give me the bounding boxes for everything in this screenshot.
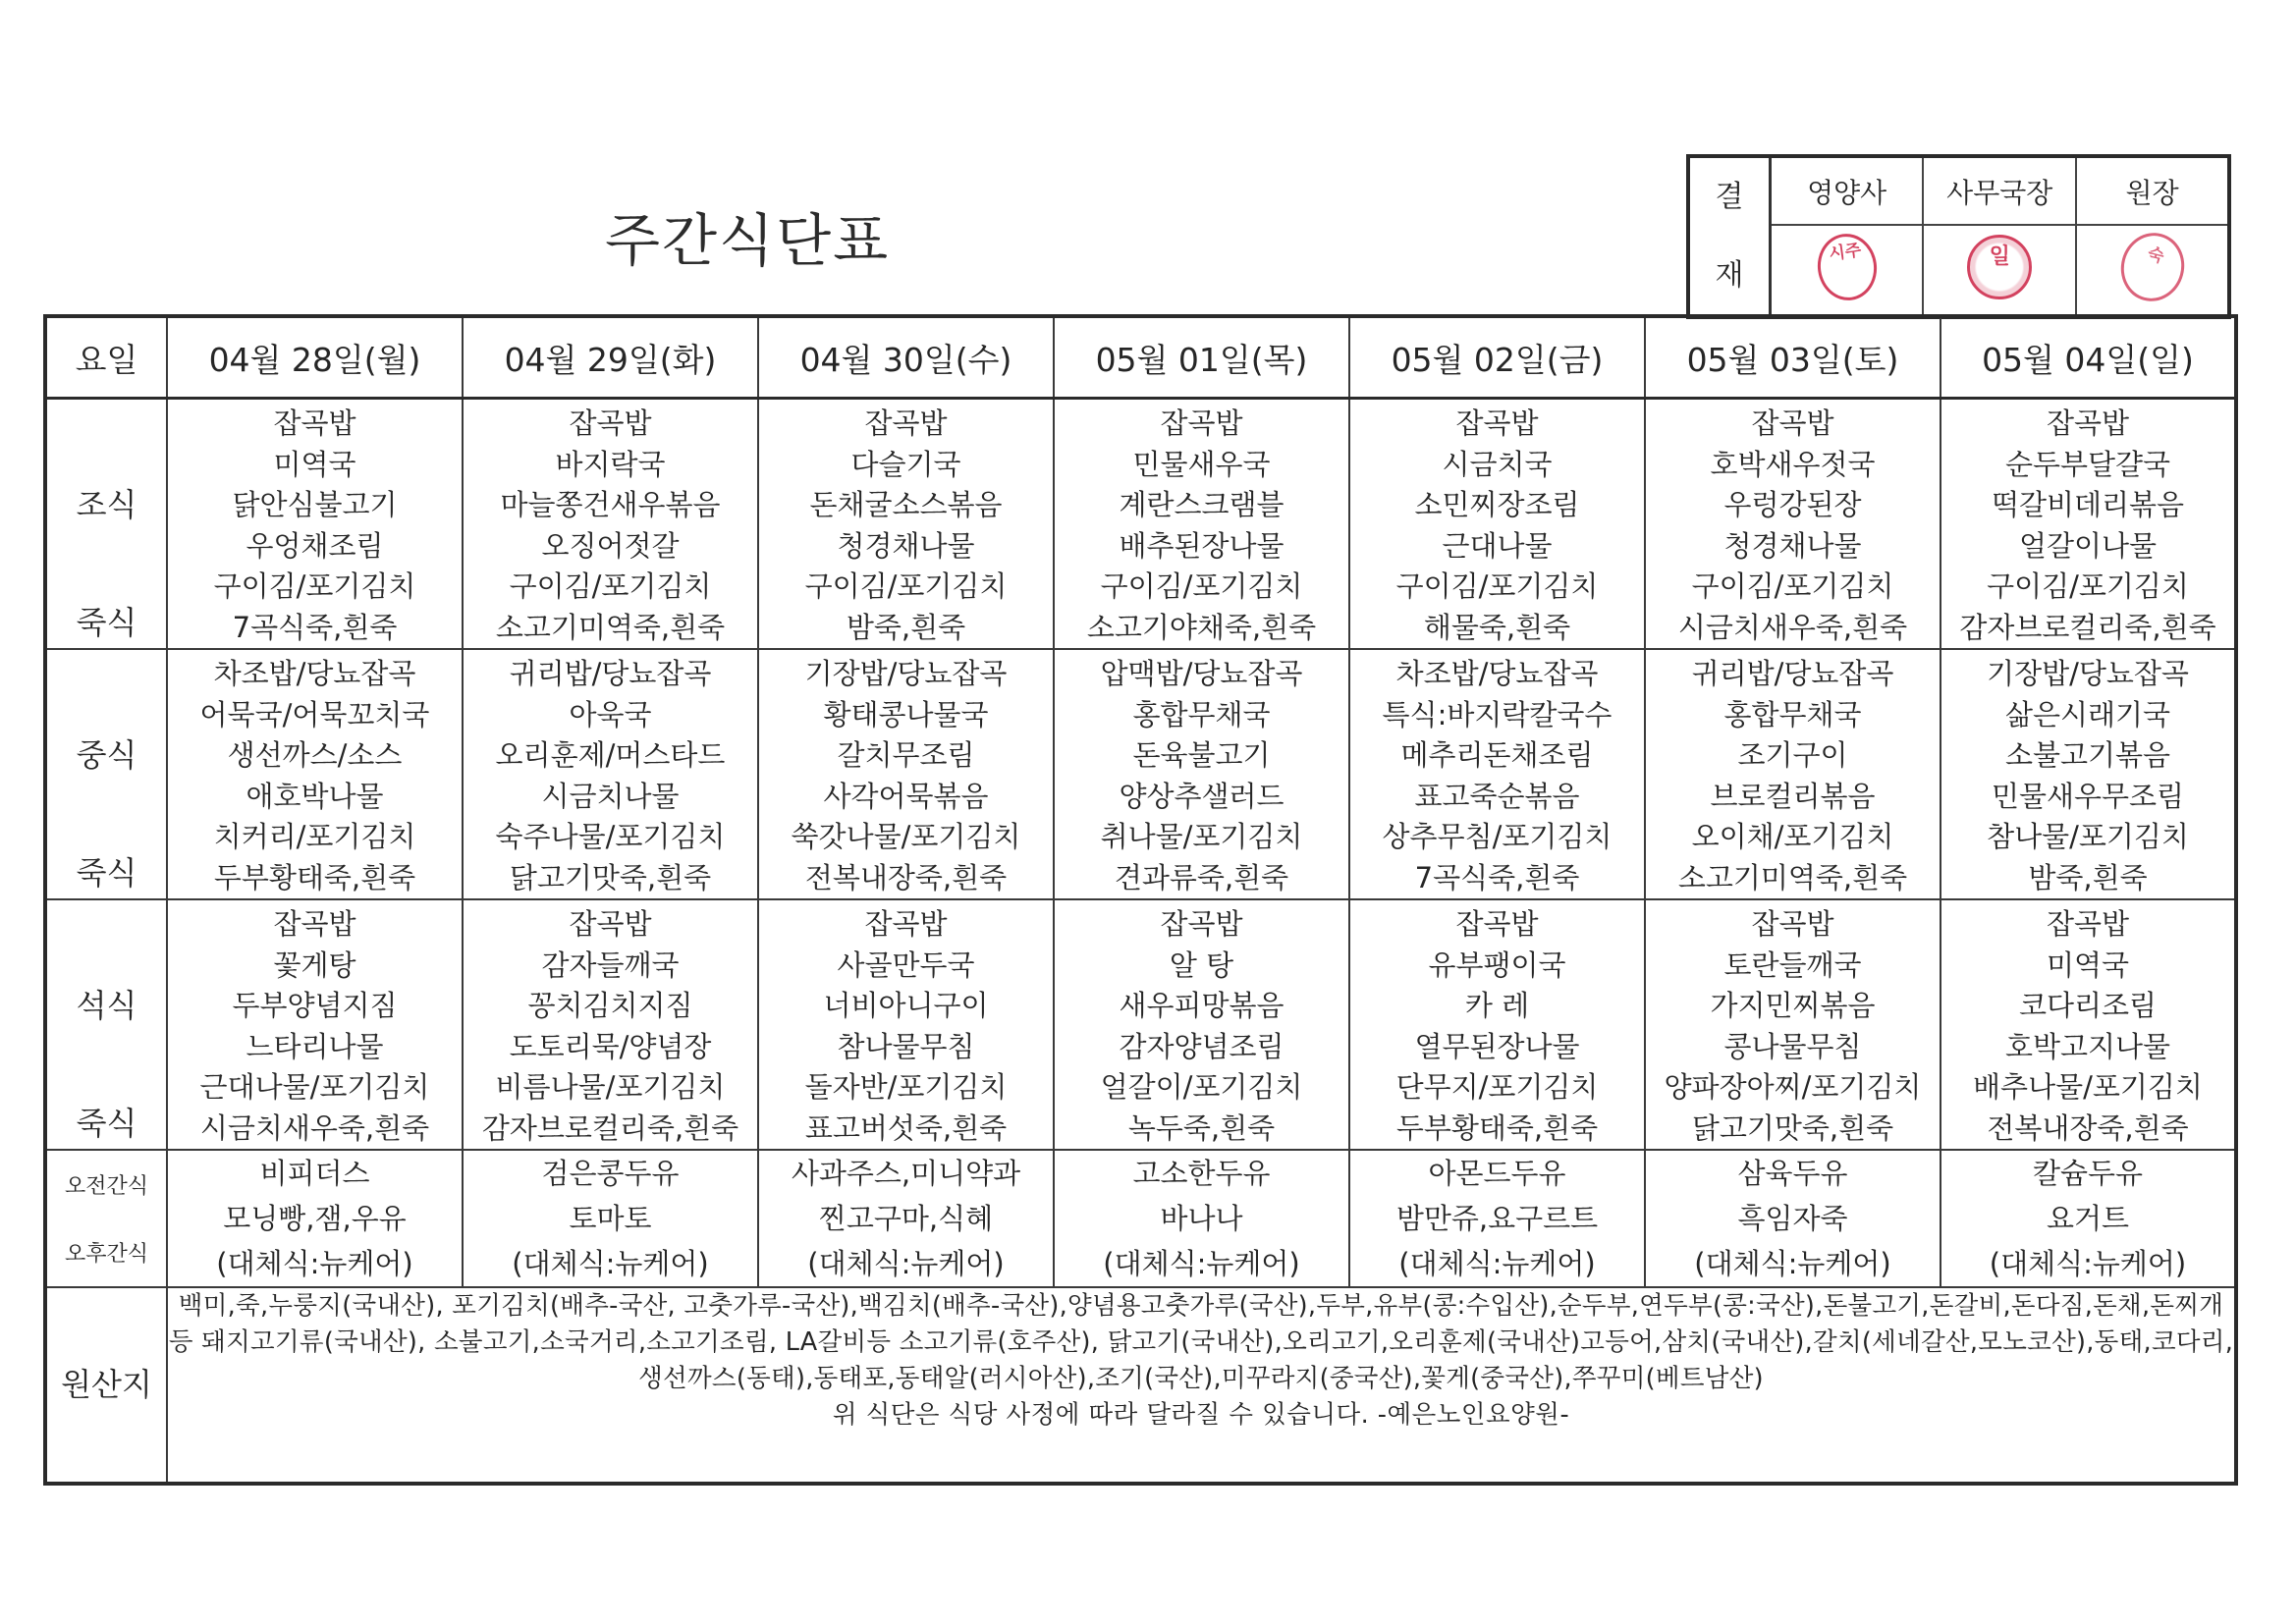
menu-item: 잡곡밥 xyxy=(864,406,948,440)
meal-cell xyxy=(1941,399,2236,650)
menu-item: 갈치무조림 xyxy=(837,738,975,772)
meal-cell xyxy=(758,899,1054,1150)
menu-item: 구이김/포기김치 xyxy=(509,569,712,603)
menu-item: 오징어젓갈 xyxy=(541,528,680,563)
approval-stamp-cell xyxy=(1923,225,2076,317)
menu-item: 꽁치김치지짐 xyxy=(527,989,693,1022)
meal-cell xyxy=(1054,649,1349,899)
approval-box xyxy=(1686,154,2231,319)
menu-item: 돌자반/포기김치 xyxy=(804,1070,1008,1104)
menu-item: 시금치국 xyxy=(1442,447,1553,481)
seal-stamp-icon: 일 xyxy=(1967,235,2032,299)
meal-label-cell xyxy=(45,399,167,650)
menu-item: 닭안심불고기 xyxy=(232,488,398,521)
meal-label-cell xyxy=(45,899,167,1150)
snack-item: (대체식:뉴케어) xyxy=(1989,1247,2187,1280)
menu-item: 잡곡밥 xyxy=(1455,406,1539,440)
seal-stamp-icon: 시주 xyxy=(1813,230,1881,304)
menu-item: 브로컬리볶음 xyxy=(1710,779,1876,813)
menu-item: 감자들깨국 xyxy=(541,947,680,982)
menu-item: 압맥밥/당뇨잡곡 xyxy=(1100,657,1303,690)
menu-item: 구이김/포기김치 xyxy=(213,569,416,603)
menu-item: 비름나물/포기김치 xyxy=(495,1070,726,1104)
menu-item: 잡곡밥 xyxy=(569,406,652,440)
menu-item: 새우피망볶음 xyxy=(1119,989,1285,1022)
menu-item: 잡곡밥 xyxy=(864,907,948,941)
menu-item: 돈육불고기 xyxy=(1132,738,1271,772)
approval-stamp-cell xyxy=(2076,225,2229,317)
snack-item: (대체식:뉴케어) xyxy=(216,1247,413,1280)
snack-item: 사과주스,미니약과 xyxy=(791,1157,1021,1190)
menu-item: 떡갈비데리볶음 xyxy=(1991,488,2185,521)
snack-label-cell xyxy=(45,1150,167,1287)
menu-item: 민물새우국 xyxy=(1132,447,1271,481)
menu-item: 해물죽,흰죽 xyxy=(1423,610,1571,644)
meal-cell xyxy=(1349,649,1645,899)
meal-row-breakfast xyxy=(45,399,2236,650)
menu-item: 두부황태죽,흰죽 xyxy=(213,860,416,894)
menu-item: 근대나물 xyxy=(1442,528,1553,563)
menu-item: 잡곡밥 xyxy=(1751,406,1834,440)
menu-item: 밤죽,흰죽 xyxy=(2028,860,2148,894)
menu-item: 구이김/포기김치 xyxy=(1100,569,1303,603)
menu-item: 특식:바지락칼국수 xyxy=(1382,697,1613,731)
menu-item: 잡곡밥 xyxy=(273,907,356,941)
menu-item: 견과류죽,흰죽 xyxy=(1114,860,1289,894)
meal-type-label: 중식 xyxy=(76,736,137,774)
snack-item: 찐고구마,식혜 xyxy=(818,1202,994,1235)
meal-cell xyxy=(1349,899,1645,1150)
day-header: 05월 02일(금) xyxy=(1349,316,1645,399)
menu-item: 배추된장나물 xyxy=(1119,528,1285,563)
menu-item: 감자양념조림 xyxy=(1119,1029,1285,1063)
menu-item: 녹두죽,흰죽 xyxy=(1127,1110,1276,1145)
snack-row xyxy=(45,1150,2236,1287)
menu-item: 얼갈이/포기김치 xyxy=(1100,1070,1303,1104)
menu-item: 도토리묵/양념장 xyxy=(509,1029,712,1063)
menu-item: 상추무침/포기김치 xyxy=(1382,820,1613,853)
snack-item: (대체식:뉴케어) xyxy=(807,1247,1005,1280)
menu-disclaimer: 위 식단은 식당 사정에 따라 달라질 수 있습니다. -예은노인요양원- xyxy=(832,1400,1570,1430)
menu-item: 닭고기맛죽,흰죽 xyxy=(509,860,712,894)
menu-item: 너비아니구이 xyxy=(823,989,989,1022)
menu-item: 소고기미역죽,흰죽 xyxy=(495,610,726,644)
meal-cell xyxy=(1645,899,1941,1150)
menu-item: 청경채나물 xyxy=(837,528,975,563)
snack-cell xyxy=(167,1150,463,1287)
menu-item: 단무지/포기김치 xyxy=(1395,1070,1599,1104)
menu-item: 돈채굴소스볶음 xyxy=(809,488,1003,521)
page-title: 주간식단표 xyxy=(605,207,891,274)
menu-item: 삶은시래기국 xyxy=(2004,697,2171,731)
menu-item: 우렁강된장 xyxy=(1723,488,1862,521)
snack-item: 흑임자죽 xyxy=(1737,1202,1848,1235)
snack-cell xyxy=(1349,1150,1645,1287)
meal-cell xyxy=(1349,399,1645,650)
menu-item: 아욱국 xyxy=(569,697,652,731)
menu-item: 잡곡밥 xyxy=(1751,907,1834,941)
approval-col-office-manager: 사무국장 xyxy=(1923,156,2076,225)
menu-item: 7곡식죽,흰죽 xyxy=(232,610,398,644)
menu-item: 치커리/포기김치 xyxy=(213,820,416,853)
snack-item: 칼슘두유 xyxy=(2032,1157,2144,1190)
menu-item: 열무된장나물 xyxy=(1414,1029,1580,1063)
meal-type-label: 조식 xyxy=(76,486,137,523)
menu-item: 오리훈제/머스타드 xyxy=(495,738,726,772)
menu-item: 토란들깨국 xyxy=(1723,947,1862,982)
menu-item: 우엉채조림 xyxy=(246,528,384,563)
menu-item: 기장밥/당뇨잡곡 xyxy=(804,657,1008,690)
day-header: 05월 03일(토) xyxy=(1645,316,1941,399)
menu-item: 전복내장죽,흰죽 xyxy=(804,860,1008,894)
menu-item: 감자브로컬리죽,흰죽 xyxy=(1959,610,2216,644)
menu-item: 오이채/포기김치 xyxy=(1691,820,1894,853)
menu-item: 참나물무침 xyxy=(837,1029,975,1063)
approval-col-nutritionist: 영양사 xyxy=(1771,156,1924,225)
menu-item: 두부황태죽,흰죽 xyxy=(1395,1110,1599,1145)
menu-item: 알 탕 xyxy=(1169,947,1234,982)
approval-label-char: 재 xyxy=(1715,258,1744,293)
menu-item: 잡곡밥 xyxy=(1160,907,1243,941)
snack-cell xyxy=(1054,1150,1349,1287)
menu-item: 바지락국 xyxy=(555,447,666,481)
snack-item: 검은콩두유 xyxy=(541,1157,680,1190)
porridge-label: 죽식 xyxy=(76,854,137,892)
menu-item: 소불고기볶음 xyxy=(2004,738,2171,772)
menu-item: 취나물/포기김치 xyxy=(1100,820,1303,853)
snack-cell xyxy=(758,1150,1054,1287)
origin-info xyxy=(167,1287,2236,1484)
header-row xyxy=(45,316,2236,399)
menu-item: 잡곡밥 xyxy=(1160,406,1243,440)
menu-item: 구이김/포기김치 xyxy=(1395,569,1599,603)
porridge-label: 죽식 xyxy=(76,604,137,641)
snack-cell xyxy=(1941,1150,2236,1287)
menu-item: 7곡식죽,흰죽 xyxy=(1414,860,1580,894)
menu-item: 시금치새우죽,흰죽 xyxy=(199,1110,430,1145)
menu-item: 시금치나물 xyxy=(541,779,680,813)
menu-item: 차조밥/당뇨잡곡 xyxy=(1395,657,1599,690)
snack-item: 모닝빵,잼,우유 xyxy=(223,1202,407,1235)
menu-item: 느타리나물 xyxy=(246,1029,384,1063)
morning-snack-label: 오전간식 xyxy=(64,1174,148,1199)
menu-item: 미역국 xyxy=(273,447,356,481)
meal-label-cell xyxy=(45,649,167,899)
menu-item: 쑥갓나물/포기김치 xyxy=(791,820,1021,853)
menu-item: 마늘쫑건새우볶음 xyxy=(500,488,721,521)
menu-item: 잡곡밥 xyxy=(2046,907,2130,941)
snack-item: 요거트 xyxy=(2046,1202,2130,1235)
origin-row xyxy=(45,1287,2236,1484)
menu-item: 사골만두국 xyxy=(837,947,975,982)
menu-item: 홍합무채국 xyxy=(1132,697,1271,731)
menu-item: 구이김/포기김치 xyxy=(1987,569,2189,603)
menu-item: 잡곡밥 xyxy=(569,907,652,941)
menu-item: 기장밥/당뇨잡곡 xyxy=(1987,657,2189,690)
meal-cell xyxy=(1054,899,1349,1150)
menu-item: 시금치새우죽,흰죽 xyxy=(1677,610,1908,644)
snack-item: (대체식:뉴케어) xyxy=(1694,1247,1891,1280)
menu-item: 콩나물무침 xyxy=(1723,1029,1862,1063)
menu-item: 황태콩나물국 xyxy=(823,697,989,731)
menu-item: 소민찌장조림 xyxy=(1414,488,1580,521)
meal-cell xyxy=(167,899,463,1150)
seal-stamp-icon: 숙 xyxy=(2113,226,2192,308)
snack-item: 아몬드두유 xyxy=(1428,1157,1566,1190)
menu-item: 잡곡밥 xyxy=(2046,406,2130,440)
day-header: 04월 29일(화) xyxy=(463,316,758,399)
weekly-menu-table xyxy=(43,314,2238,1486)
menu-item: 다슬기국 xyxy=(850,447,961,481)
meal-cell xyxy=(463,899,758,1150)
meal-cell xyxy=(1645,399,1941,650)
menu-item: 잡곡밥 xyxy=(273,406,356,440)
menu-item: 양파장아찌/포기김치 xyxy=(1664,1070,1922,1104)
porridge-label: 죽식 xyxy=(76,1105,137,1142)
menu-item: 호박새우젓국 xyxy=(1710,447,1876,481)
approval-col-director: 원장 xyxy=(2076,156,2229,225)
menu-item: 두부양념지짐 xyxy=(232,989,398,1022)
day-header: 05월 01일(목) xyxy=(1054,316,1349,399)
origin-label: 원산지 xyxy=(61,1366,152,1403)
menu-item: 감자브로컬리죽,흰죽 xyxy=(481,1110,739,1145)
menu-item: 홍합무채국 xyxy=(1723,697,1862,731)
menu-item: 잡곡밥 xyxy=(1455,907,1539,941)
snack-item: (대체식:뉴케어) xyxy=(1103,1247,1300,1280)
meal-row-dinner xyxy=(45,899,2236,1150)
day-header: 05월 04일(일) xyxy=(1941,316,2236,399)
menu-item: 차조밥/당뇨잡곡 xyxy=(213,657,416,690)
menu-item: 어묵국/어묵꼬치국 xyxy=(199,697,430,731)
approval-stamp-cell xyxy=(1771,225,1924,317)
menu-item: 생선까스/소스 xyxy=(227,738,403,772)
day-label-header: 요일 xyxy=(45,316,167,399)
meal-cell xyxy=(463,399,758,650)
menu-item: 호박고지나물 xyxy=(2004,1029,2171,1063)
snack-cell xyxy=(463,1150,758,1287)
menu-item: 구이김/포기김치 xyxy=(1691,569,1894,603)
menu-item: 조기구이 xyxy=(1737,738,1848,772)
menu-item: 유부팽이국 xyxy=(1428,947,1566,982)
menu-item: 귀리밥/당뇨잡곡 xyxy=(509,657,712,690)
menu-item: 청경채나물 xyxy=(1723,528,1862,563)
menu-item: 순두부달걀국 xyxy=(2004,447,2171,481)
menu-item: 사각어묵볶음 xyxy=(823,779,989,813)
approval-label-char: 결 xyxy=(1715,180,1744,214)
menu-item: 양상추샐러드 xyxy=(1119,779,1285,813)
snack-item: (대체식:뉴케어) xyxy=(1398,1247,1596,1280)
menu-item: 카 레 xyxy=(1464,989,1530,1022)
meal-cell xyxy=(1941,649,2236,899)
menu-item: 미역국 xyxy=(2046,947,2130,982)
snack-item: 토마토 xyxy=(569,1202,652,1235)
snack-item: 바나나 xyxy=(1160,1202,1243,1235)
origin-label-cell xyxy=(45,1287,167,1484)
meal-cell xyxy=(463,649,758,899)
menu-item: 구이김/포기김치 xyxy=(804,569,1008,603)
menu-item: 코다리조림 xyxy=(2018,989,2158,1022)
meal-cell xyxy=(167,649,463,899)
meal-cell xyxy=(758,399,1054,650)
menu-item: 근대나물/포기김치 xyxy=(199,1070,430,1104)
meal-cell xyxy=(1054,399,1349,650)
menu-item: 얼갈이나물 xyxy=(2018,528,2158,563)
menu-item: 표고버섯죽,흰죽 xyxy=(804,1110,1008,1145)
menu-item: 소고기미역죽,흰죽 xyxy=(1677,860,1908,894)
origin-text: 백미,죽,누룽지(국내산), 포기김치(배추-국산, 고춧가루-국산),백김치(배추-국산),양념용고춧가루(국산),두부,유부(콩:수입산),순두부,연두부(콩:국산),돈불고기,돈갈비,돈다짐,돈채,돈찌개 등 돼지고기류(국내산), 소불고기,소국거리,소고기조림, LA갈비등 소고기류(호주산), 닭고기(국내산),오리고기,오리훈제(국내산)고등어,삼치(국내산),갈치(세네갈산,모노코산),동태,코다리,생선까스(동태),동태포,동태알(러시아산),조기(국산),미꾸라지(중국산),꽃게(중국산),쭈꾸미(베트남산) xyxy=(168,1291,2234,1393)
meal-cell xyxy=(758,649,1054,899)
menu-item: 전복내장죽,흰죽 xyxy=(1987,1110,2189,1145)
menu-item: 배추나물/포기김치 xyxy=(1973,1070,2203,1104)
menu-item: 참나물/포기김치 xyxy=(1987,820,2189,853)
meal-cell xyxy=(1941,899,2236,1150)
menu-item: 숙주나물/포기김치 xyxy=(495,820,726,853)
meal-cell xyxy=(167,399,463,650)
snack-item: (대체식:뉴케어) xyxy=(512,1247,709,1280)
day-header: 04월 30일(수) xyxy=(758,316,1054,399)
meal-row-lunch xyxy=(45,649,2236,899)
day-header: 04월 28일(월) xyxy=(167,316,463,399)
approval-label xyxy=(1688,156,1771,317)
menu-item: 소고기야채죽,흰죽 xyxy=(1086,610,1317,644)
snack-cell xyxy=(1645,1150,1941,1287)
menu-item: 가지민찌볶음 xyxy=(1710,989,1876,1022)
meal-type-label: 석식 xyxy=(76,987,137,1024)
afternoon-snack-label: 오후간식 xyxy=(64,1242,148,1267)
menu-item: 표고죽순볶음 xyxy=(1414,779,1580,813)
snack-item: 삼육두유 xyxy=(1737,1157,1848,1190)
menu-item: 귀리밥/당뇨잡곡 xyxy=(1691,657,1894,690)
menu-item: 계란스크램블 xyxy=(1119,488,1285,521)
snack-item: 고소한두유 xyxy=(1132,1157,1271,1190)
snack-item: 밤만쥬,요구르트 xyxy=(1395,1202,1599,1235)
menu-item: 민물새우무조림 xyxy=(1991,779,2185,813)
menu-item: 메추리돈채조림 xyxy=(1400,738,1594,772)
menu-item: 밤죽,흰죽 xyxy=(846,610,966,644)
menu-item: 꽃게탕 xyxy=(273,947,356,982)
snack-item: 비피더스 xyxy=(259,1157,370,1190)
menu-item: 애호박나물 xyxy=(246,779,384,813)
meal-cell xyxy=(1645,649,1941,899)
menu-item: 닭고기맛죽,흰죽 xyxy=(1691,1110,1894,1145)
